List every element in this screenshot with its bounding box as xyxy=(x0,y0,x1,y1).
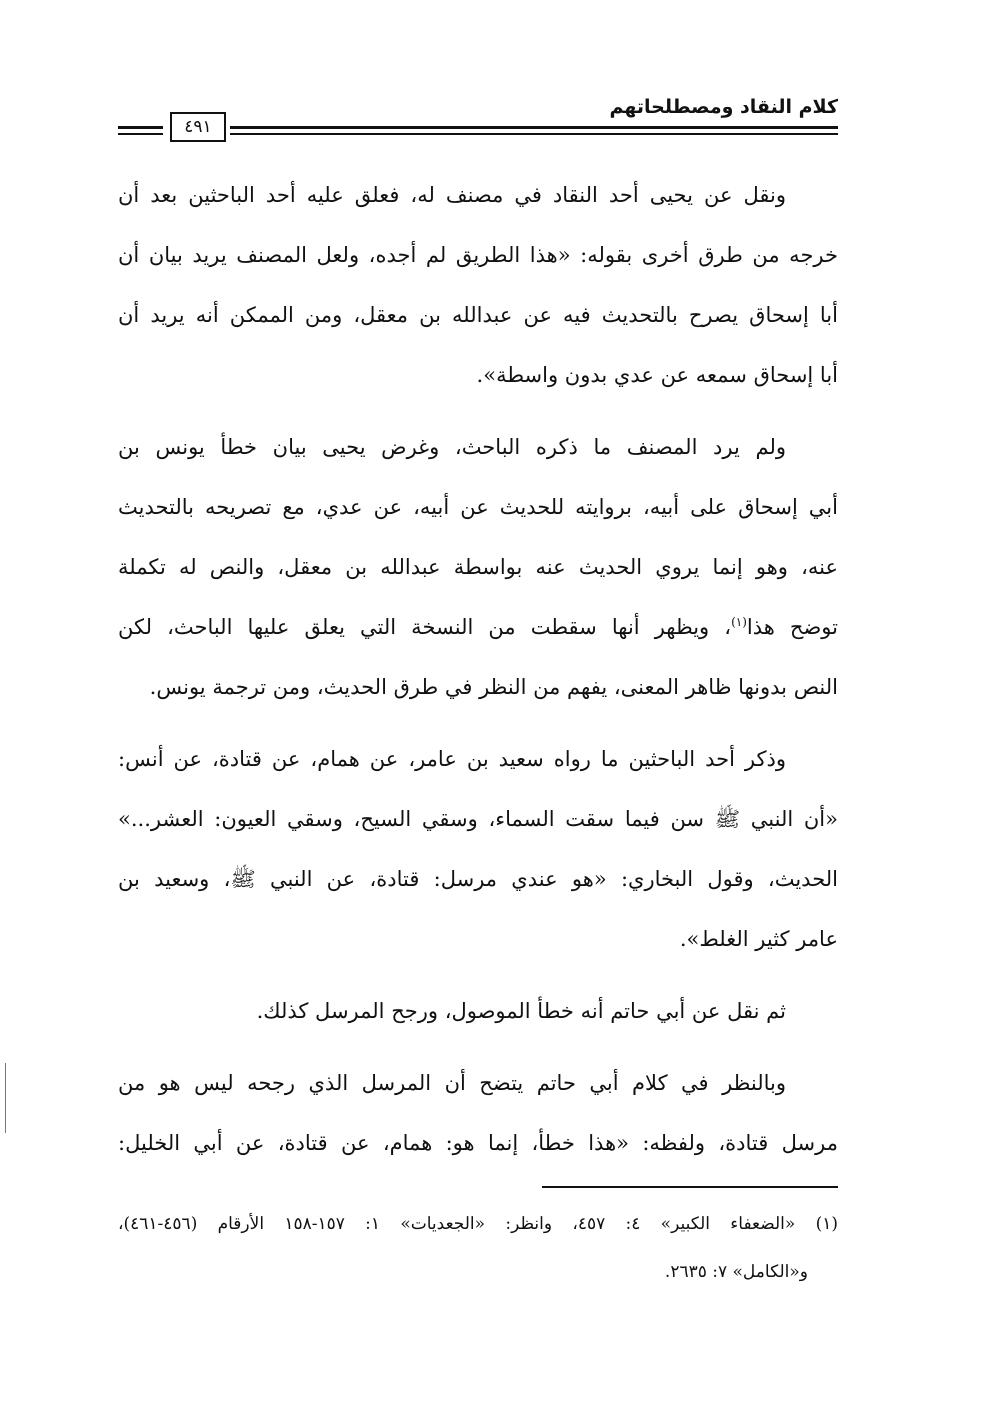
footnote-line: و«الكامل» ٧: ٢٦٣٥. xyxy=(664,1262,808,1282)
paragraph xyxy=(118,729,838,969)
text-line: «أن النبي ﷺ سن فيما سقت السماء، وسقي السيح، وسقي العيون: العشر...» xyxy=(118,807,838,831)
text-line: النص بدونها ظاهر المعنى، يفهم من النظر في طرق الحديث، ومن ترجمة يونس. xyxy=(149,675,838,699)
text-line: الحديث، وقول البخاري: «هو عندي مرسل: قتادة، عن النبي ﷺ، وسعيد بن xyxy=(118,867,838,891)
footnote-line: (١) «الضعفاء الكبير» ٤: ٤٥٧، وانظر: «الجعديات» ١: ١٥٧-١٥٨ الأرقام (٤٥٦-٤٦١)، xyxy=(118,1214,838,1234)
text-line: عنه، وهو إنما يروي الحديث عنه بواسطة عبدالله بن معقل، والنص له تكملة xyxy=(118,555,838,579)
paragraph xyxy=(118,981,838,1041)
header-rule xyxy=(118,126,163,129)
text-line: عامر كثير الغلط». xyxy=(679,927,838,951)
text-line: خرجه من طرق أخرى بقوله: «هذا الطريق لم أجده، ولعل المصنف يريد بيان أن xyxy=(118,243,838,267)
text-line: وبالنظر في كلام أبي حاتم يتضح أن المرسل الذي رجحه ليس هو من xyxy=(118,1071,786,1095)
page-header xyxy=(118,90,838,150)
footnotes xyxy=(118,1200,838,1296)
body-text xyxy=(118,165,838,1173)
margin-mark xyxy=(5,1063,6,1133)
text-line: ولم يرد المصنف ما ذكره الباحث، وغرض يحيى بيان خطأ يونس بن xyxy=(118,435,786,459)
text-line: ونقل عن يحيى أحد النقاد في مصنف له، فعلق عليه أحد الباحثين بعد أن xyxy=(118,183,786,207)
running-title: كلام النقاد ومصطلحاتهم xyxy=(609,96,838,118)
text-span: توضح هذا xyxy=(746,615,838,639)
text-line: أبي إسحاق على أبيه، بروايته للحديث عن أبيه، عن عدي، مع تصريحه بالتحديث xyxy=(118,495,838,519)
paragraph xyxy=(118,1053,838,1173)
text-line xyxy=(118,597,838,657)
footnote-separator xyxy=(542,1186,838,1188)
header-rule xyxy=(230,133,838,135)
text-span: ، ويظهر أنها سقطت من النسخة التي يعلق عليها الباحث، لكن xyxy=(118,615,732,639)
page-number: ٤٩١ xyxy=(170,112,226,142)
header-rule xyxy=(230,126,838,129)
text-line: مرسل قتادة، ولفظه: «هذا خطأ، إنما هو: همام، عن قتادة، عن أبي الخليل: xyxy=(118,1131,838,1155)
header-rule xyxy=(118,133,163,135)
text-line: أبا إسحاق سمعه عن عدي بدون واسطة». xyxy=(476,363,838,387)
footnote-marker[interactable]: (١) xyxy=(731,615,747,629)
text-line: وذكر أحد الباحثين ما رواه سعيد بن عامر، عن همام، عن قتادة، عن أنس: xyxy=(118,747,786,771)
text-line: أبا إسحاق يصرح بالتحديث فيه عن عبدالله بن معقل، ومن الممكن أنه يريد أن xyxy=(118,303,838,327)
paragraph xyxy=(118,417,838,717)
paragraph xyxy=(118,165,838,405)
text-line: ثم نقل عن أبي حاتم أنه خطأ الموصول، ورجح المرسل كذلك. xyxy=(256,999,786,1023)
